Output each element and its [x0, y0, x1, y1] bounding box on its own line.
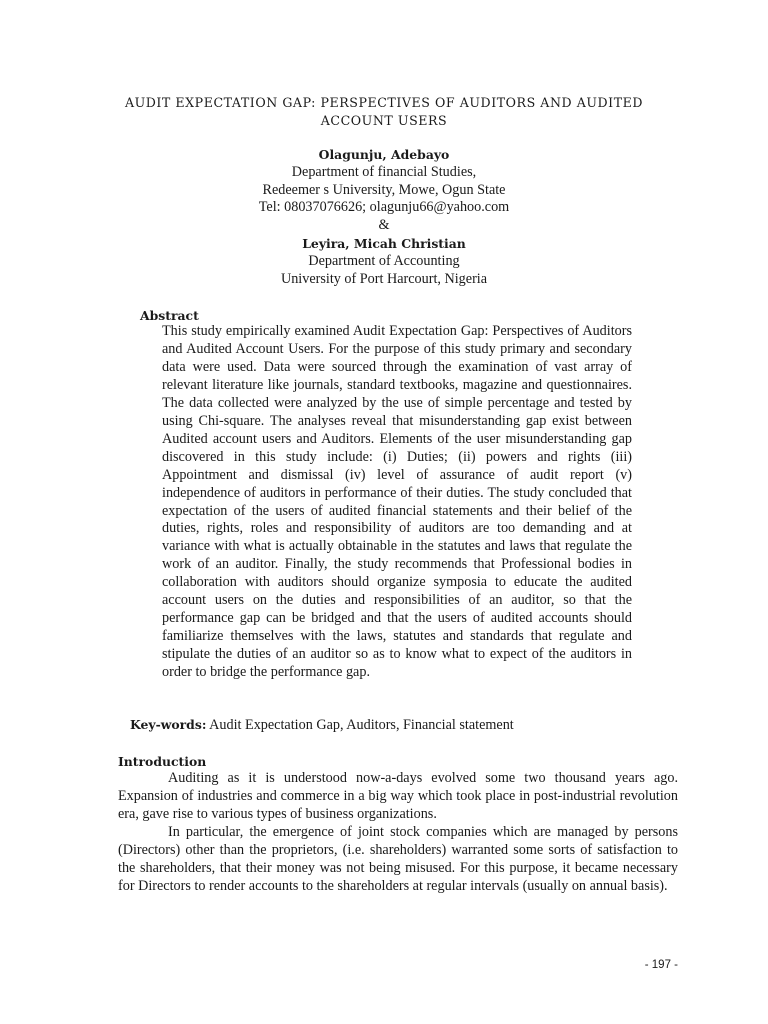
introduction-body — [118, 770, 678, 896]
introduction-paragraph: In particular, the emergence of joint stock companies which are managed by persons (Directors) other than the proprietors, (i.e. shareholders) warranted some sorts of satisfaction to the shareholders, that their money was not being misused. For this purpose, it became necessary for Directors to render accounts to the shareholders at regular intervals (usually on annual basis). — [118, 823, 678, 894]
author-affiliation-line: Redeemer s University, Mowe, Ogun State — [262, 181, 506, 198]
author-block — [180, 146, 588, 288]
paper-title: AUDIT EXPECTATION GAP: PERSPECTIVES OF AUDITORS AND AUDITED ACCOUNT USERS — [124, 95, 644, 128]
author-name: Leyira, Micah Christian — [302, 235, 466, 251]
author-affiliation-line: Department of Accounting — [308, 252, 460, 269]
author-affiliation-line: University of Port Harcourt, Nigeria — [280, 270, 488, 287]
abstract-heading: Abstract — [140, 308, 199, 323]
keywords-text: Audit Expectation Gap, Auditors, Financial statement — [209, 717, 514, 733]
author-affiliation-line: Department of financial Studies, — [291, 163, 477, 180]
keywords-line — [130, 716, 514, 734]
abstract-text: This study empirically examined Audit Expectation Gap: Perspectives of Auditors and Audited Account Users. For the purpose of this study primary and secondary data were used. Data were sourced through the examination of vast array of relevant literature like journals, standard textbooks, magazine and questionnaires. The data collected were analyzed by the use of simple percentage and tested by using Chi-square. The analyses reveal that misunderstanding gap exist between Audited account users and Auditors. Elements of the user misunderstanding gap discovered in this study include: (i) Duties; (ii) powers and rights (iii) Appointment and dismissal (iv) level of assurance of audit report (v) independence of auditors in performance of their duties. The study concluded that expectation of the users of audited financial statements and their belief of the duties, rights, roles and responsibility of auditors are too demanding and at variance with what is actually obtainable in the statutes and laws that regulate the work of an auditor. Finally, the study recommends that Professional bodies in collaboration with auditors should organize symposia to educate the audited account users on the duties and responsibilities of an auditor, so that the performance gap can be bridged and that the users of audited accounts should familiarize themselves with the laws, statutes and standards that regulate and stipulate the duties of an auditor so as to know what to expect of the auditors in order to bridge the performance gap. — [162, 323, 632, 681]
introduction-paragraph: Auditing as it is understood now-a-days evolved some two thousand years ago. Expansion of industries and commerce in a big way which took place in post-industrial revolution era, gave rise to various types of business organizations. — [118, 770, 678, 822]
page-number: - 197 - — [644, 959, 678, 971]
author-name: Olagunju, Adebayo — [318, 147, 450, 162]
introduction-heading: Introduction — [118, 754, 207, 769]
author-separator: & — [378, 217, 390, 234]
keywords-label: Key-words: — [130, 717, 207, 732]
author-contact-line: Tel: 08037076626; olagunju66@yahoo.com — [258, 199, 510, 216]
